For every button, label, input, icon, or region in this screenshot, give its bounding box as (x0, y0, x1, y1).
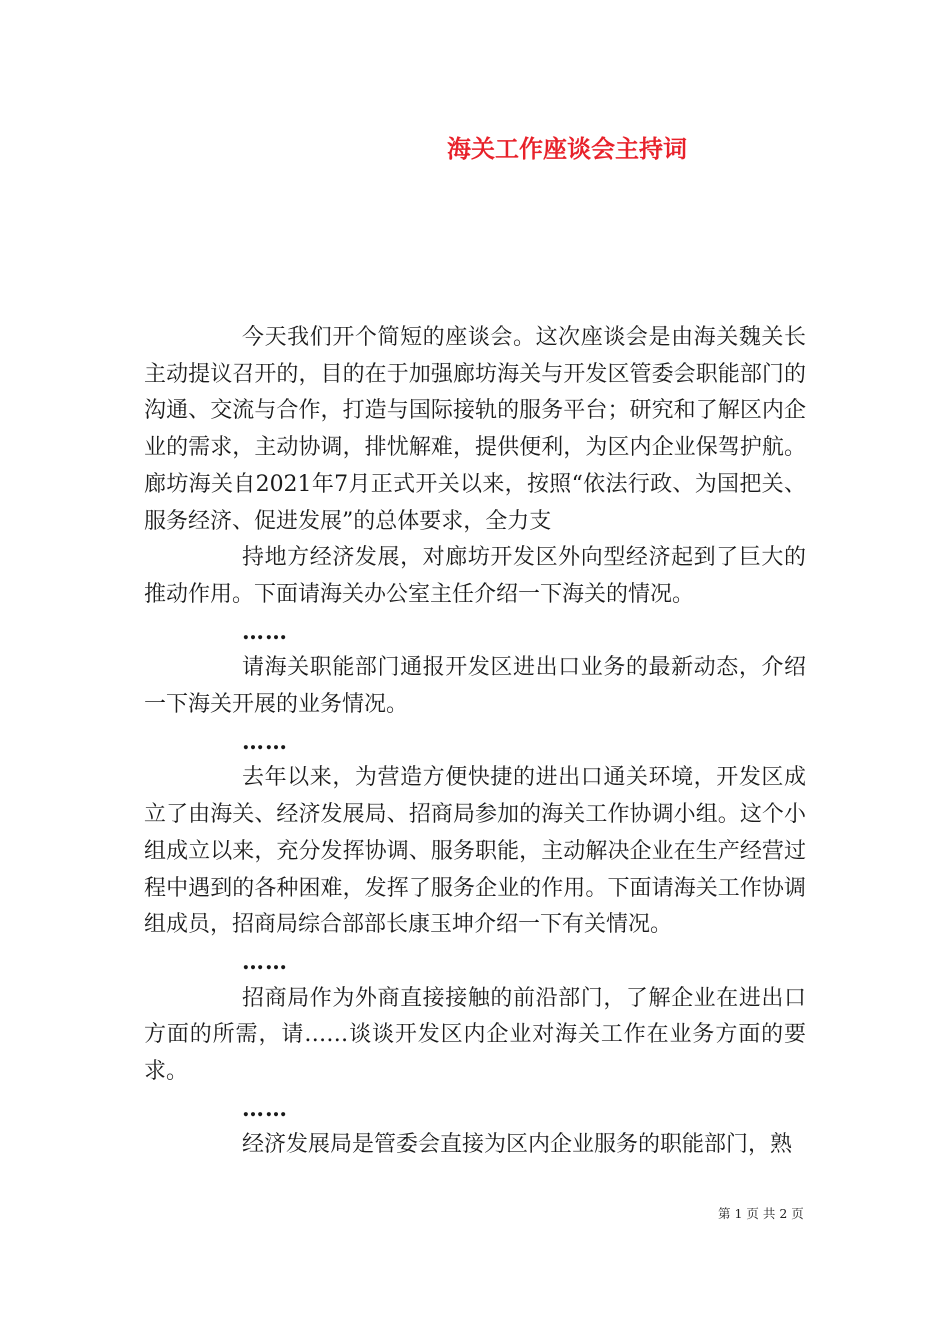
ellipsis-1: …… (242, 618, 288, 645)
document-body (144, 320, 806, 1164)
ellipsis-4: …… (242, 1095, 288, 1122)
paragraph-4: 去年以来，为营造方便快捷的进出口通关环境，开发区成立了由海关、经济发展局、招商局参加的海关工作协调小组。这个小组成立以来，充分发挥协调、服务职能，主动解决企业在生产经营过程中遇到的各种困难，发挥了服务企业的作用。下面请海关工作协调组成员，招商局综合部部长康玉坤介绍一下有关情况。 (144, 765, 806, 938)
paragraph-5: 招商局作为外商直接接触的前沿部门，了解企业在进出口方面的所需，请……谈谈开发区内企业对海关工作在业务方面的要求。 (144, 985, 806, 1085)
paragraph-6: 经济发展局是管委会直接为区内企业服务的职能部门，熟 (242, 1132, 793, 1158)
ellipsis-2: …… (242, 728, 288, 755)
paragraph-3: 请海关职能部门通报开发区进出口业务的最新动态，介绍一下海关开展的业务情况。 (144, 655, 806, 718)
paragraph-1: 今天我们开个简短的座谈会。这次座谈会是由海关魏关长主动提议召开的，目的在于加强廊坊海关与开发区管委会职能部门的沟通、交流与合作，打造与国际接轨的服务平台；研究和了解区内企业的需求，主动协调，排忧解难，提供便利，为区内企业保驾护航。廊坊海关自2021年7月正式开关以来，按照“依法行政、为国把关、服务经济、促进发展”的总体要求，全力支 (144, 325, 806, 534)
ellipsis-3: …… (242, 948, 288, 975)
document-title: 海关工作座谈会主持词 (447, 134, 687, 163)
page-number-footer: 第 1 页 共 2 页 (718, 1206, 804, 1221)
paragraph-2: 持地方经济发展，对廊坊开发区外向型经济起到了巨大的推动作用。下面请海关办公室主任介绍一下海关的情况。 (144, 545, 806, 607)
